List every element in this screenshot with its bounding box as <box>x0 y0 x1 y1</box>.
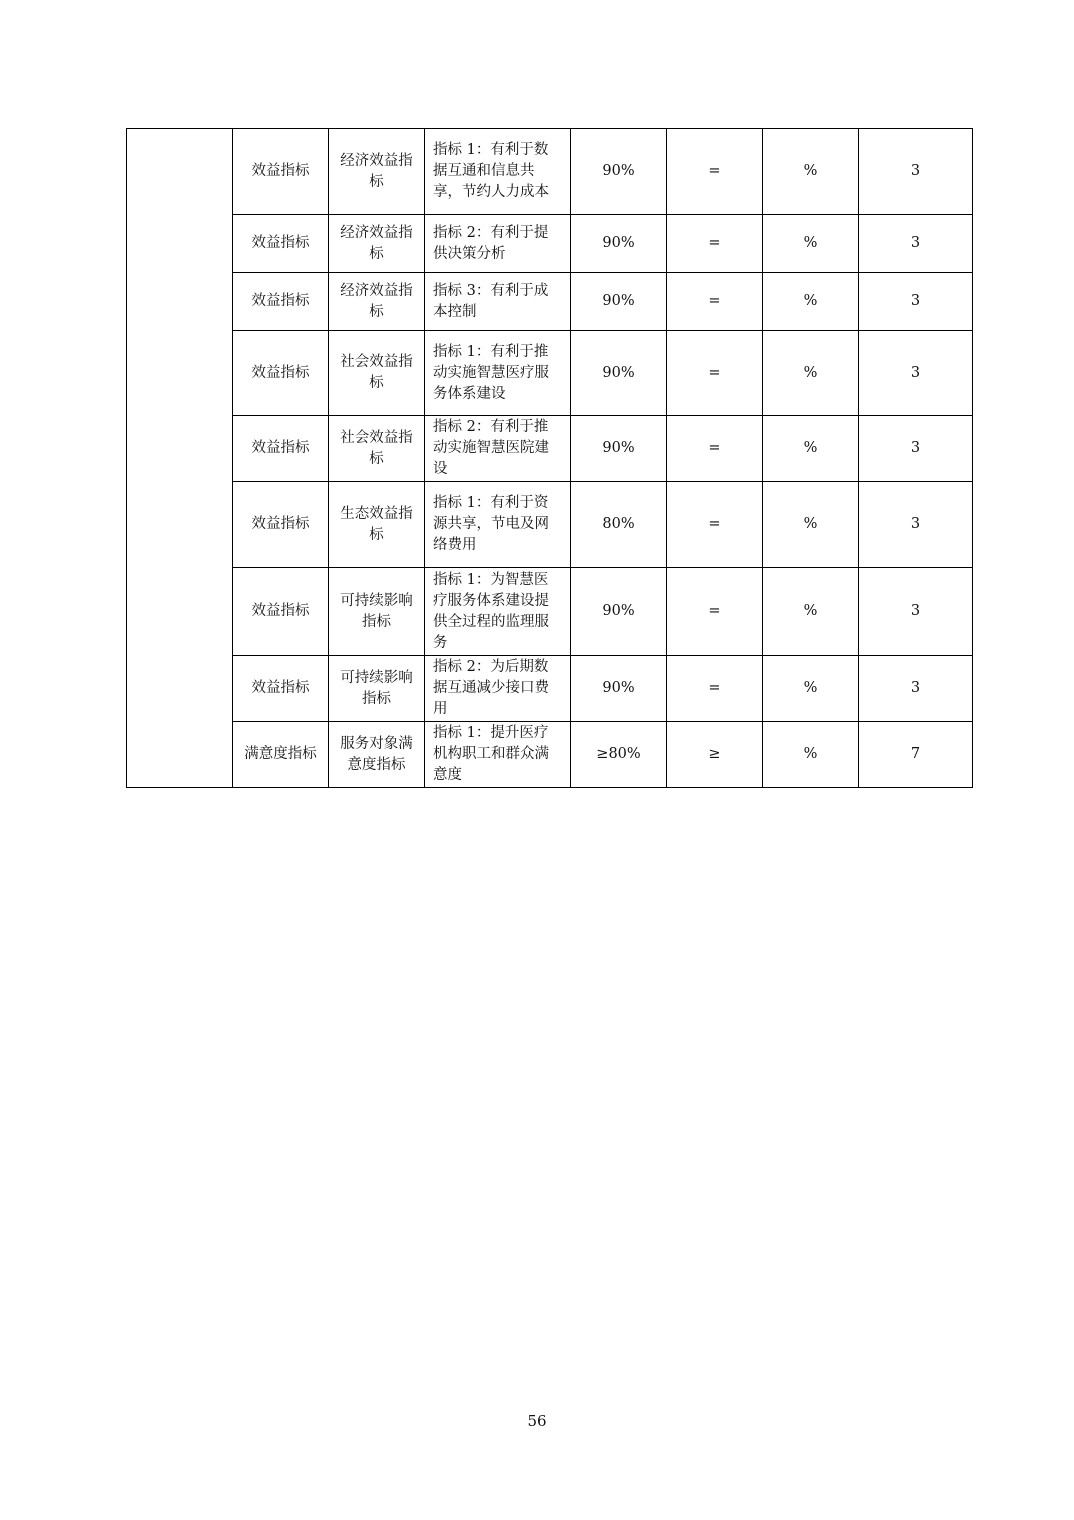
sub-category-cell: 生态效益指标 <box>329 482 425 568</box>
table-row <box>127 656 973 722</box>
operator-cell: = <box>667 273 763 331</box>
table-row <box>127 722 973 788</box>
target-value-cell: 90% <box>571 331 667 416</box>
table-row <box>127 331 973 416</box>
operator-cell: = <box>667 568 763 656</box>
indicator-cell: 指标 1：有利于数据互通和信息共享，节约人力成本 <box>425 129 571 215</box>
indicator-cell: 指标 2：有利于推动实施智慧医院建设 <box>425 416 571 482</box>
unit-cell: % <box>763 416 859 482</box>
score-cell: 3 <box>859 416 973 482</box>
indicator-cell: 指标 1：有利于推动实施智慧医疗服务体系建设 <box>425 331 571 416</box>
score-cell: 3 <box>859 568 973 656</box>
table-row <box>127 215 973 273</box>
table-row <box>127 482 973 568</box>
category-cell: 满意度指标 <box>233 722 329 788</box>
category-cell: 效益指标 <box>233 482 329 568</box>
operator-cell: = <box>667 215 763 273</box>
sub-category-cell: 经济效益指标 <box>329 129 425 215</box>
operator-cell: = <box>667 482 763 568</box>
target-value-cell: ≥80% <box>571 722 667 788</box>
sub-category-cell: 经济效益指标 <box>329 273 425 331</box>
unit-cell: % <box>763 656 859 722</box>
category-cell: 效益指标 <box>233 568 329 656</box>
category-cell: 效益指标 <box>233 331 329 416</box>
indicator-cell: 指标 3：有利于成本控制 <box>425 273 571 331</box>
indicator-cell: 指标 1：有利于资源共享，节电及网络费用 <box>425 482 571 568</box>
target-value-cell: 90% <box>571 568 667 656</box>
target-value-cell: 90% <box>571 129 667 215</box>
operator-cell: = <box>667 416 763 482</box>
operator-cell: ≥ <box>667 722 763 788</box>
operator-cell: = <box>667 331 763 416</box>
merged-first-column-cell <box>127 129 233 788</box>
unit-cell: % <box>763 215 859 273</box>
target-value-cell: 90% <box>571 656 667 722</box>
sub-category-cell: 社会效益指标 <box>329 416 425 482</box>
operator-cell: = <box>667 656 763 722</box>
indicator-cell: 指标 2：为后期数据互通减少接口费用 <box>425 656 571 722</box>
table-row <box>127 129 973 215</box>
sub-category-cell: 社会效益指标 <box>329 331 425 416</box>
category-cell: 效益指标 <box>233 416 329 482</box>
indicator-cell: 指标 1：提升医疗机构职工和群众满意度 <box>425 722 571 788</box>
unit-cell: % <box>763 129 859 215</box>
indicator-cell: 指标 1：为智慧医疗服务体系建设提供全过程的监理服务 <box>425 568 571 656</box>
category-cell: 效益指标 <box>233 129 329 215</box>
unit-cell: % <box>763 482 859 568</box>
score-cell: 3 <box>859 273 973 331</box>
score-cell: 3 <box>859 482 973 568</box>
indicator-cell: 指标 2：有利于提供决策分析 <box>425 215 571 273</box>
score-cell: 3 <box>859 129 973 215</box>
table-row <box>127 273 973 331</box>
score-cell: 3 <box>859 215 973 273</box>
indicator-table <box>126 128 973 788</box>
sub-category-cell: 可持续影响指标 <box>329 656 425 722</box>
score-cell: 7 <box>859 722 973 788</box>
category-cell: 效益指标 <box>233 215 329 273</box>
indicator-table-container <box>126 128 972 788</box>
sub-category-cell: 服务对象满意度指标 <box>329 722 425 788</box>
table-row <box>127 568 973 656</box>
category-cell: 效益指标 <box>233 273 329 331</box>
target-value-cell: 80% <box>571 482 667 568</box>
operator-cell: = <box>667 129 763 215</box>
target-value-cell: 90% <box>571 215 667 273</box>
table-row <box>127 416 973 482</box>
unit-cell: % <box>763 722 859 788</box>
unit-cell: % <box>763 273 859 331</box>
target-value-cell: 90% <box>571 273 667 331</box>
sub-category-cell: 可持续影响指标 <box>329 568 425 656</box>
target-value-cell: 90% <box>571 416 667 482</box>
page-number: 56 <box>527 1412 547 1430</box>
sub-category-cell: 经济效益指标 <box>329 215 425 273</box>
score-cell: 3 <box>859 656 973 722</box>
category-cell: 效益指标 <box>233 656 329 722</box>
score-cell: 3 <box>859 331 973 416</box>
unit-cell: % <box>763 331 859 416</box>
unit-cell: % <box>763 568 859 656</box>
